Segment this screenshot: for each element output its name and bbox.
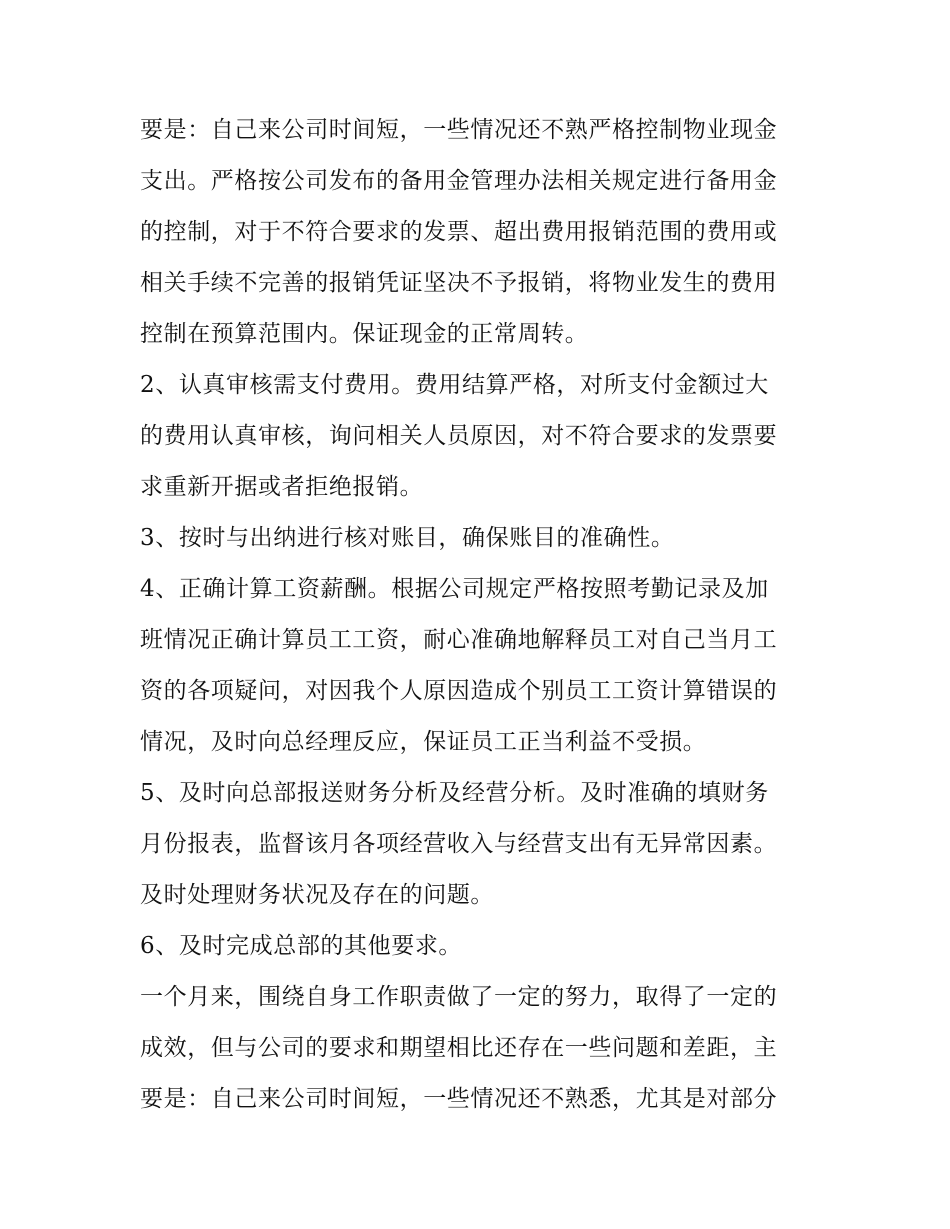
text-line: 及时处理财务状况及存在的问题。: [140, 882, 494, 908]
document-body: [140, 105, 820, 1125]
text-line: 求重新开据或者拒绝报销。: [140, 474, 424, 500]
text-line: 支出。严格按公司发布的备用金管理办法相关规定进行备用金: [140, 168, 778, 194]
text-line: 控制在预算范围内。保证现金的正常周转。: [140, 321, 589, 347]
text-line: 月份报表，监督该月各项经营收入与经营支出有无异常因素。: [140, 831, 778, 857]
text-line: 资的各项疑问，对因我个人原因造成个别员工工资计算错误的: [140, 678, 778, 704]
text-line: 3、按时与出纳进行核对账目，确保账目的准确性。: [140, 525, 675, 551]
text-line: 2、认真审核需支付费用。费用结算严格，对所支付金额过大: [140, 372, 769, 398]
text-line: 的控制，对于不符合要求的发票、超出费用报销范围的费用或: [140, 219, 778, 245]
text-line: 4、正确计算工资薪酬。根据公司规定严格按照考勤记录及加: [140, 576, 769, 602]
text-line: 情况，及时向总经理反应，保证员工正当利益不受损。: [140, 729, 707, 755]
text-line: 要是：自己来公司时间短，一些情况还不熟严格控制物业现金: [140, 117, 778, 143]
text-line: 的费用认真审核，询问相关人员原因，对不符合要求的发票要: [140, 423, 778, 449]
text-line: 相关手续不完善的报销凭证坚决不予报销，将物业发生的费用: [140, 270, 778, 296]
text-line: 班情况正确计算员工工资，耐心准确地解释员工对自己当月工: [140, 627, 778, 653]
text-line: 要是：自己来公司时间短，一些情况还不熟悉，尤其是对部分: [140, 1086, 778, 1112]
text-line: 一个月来，围绕自身工作职责做了一定的努力，取得了一定的: [140, 984, 778, 1010]
text-line: 6、及时完成总部的其他要求。: [140, 933, 463, 959]
text-line: 5、及时向总部报送财务分析及经营分析。及时准确的填财务: [140, 780, 769, 806]
text-line: 成效，但与公司的要求和期望相比还存在一些问题和差距，主: [140, 1035, 778, 1061]
